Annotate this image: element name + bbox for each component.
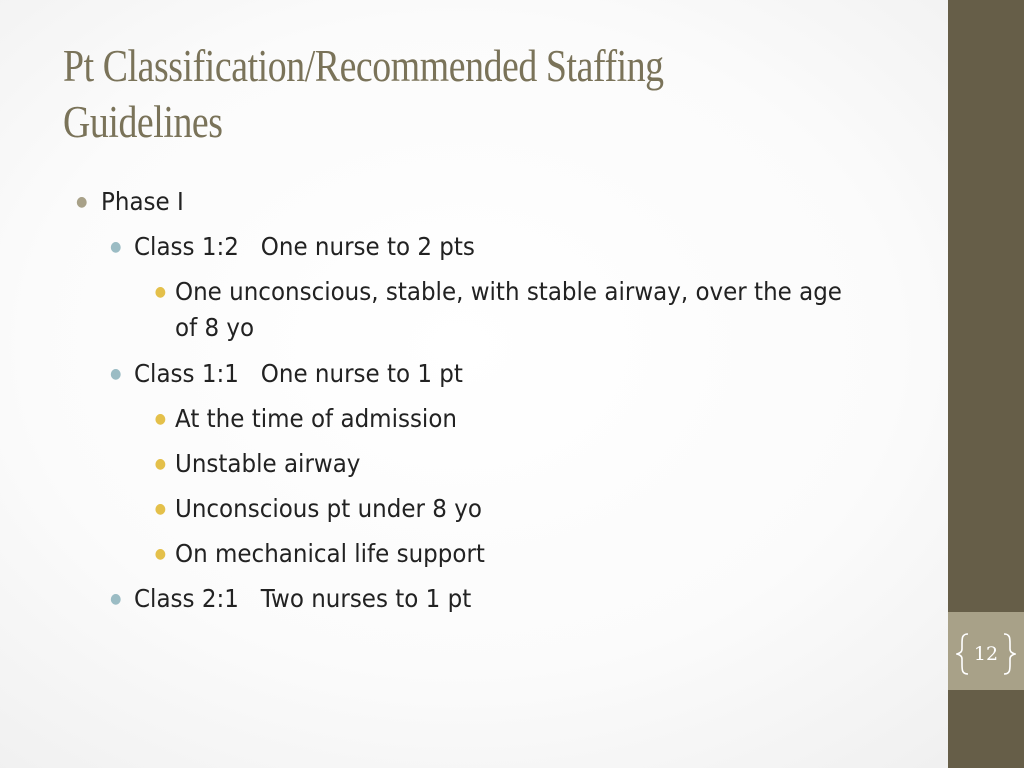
bullet-unstable-airway [154, 446, 361, 482]
bullet-dot: ● [154, 284, 167, 300]
bullet-life-support [154, 536, 485, 572]
bullet-unconscious-under-8 [154, 491, 482, 527]
slide-title: Pt Classification/Recommended Staffing Guidelines [63, 41, 664, 147]
bullet-dot: ● [110, 366, 122, 382]
bullet-class-2-1 [110, 581, 472, 617]
bullet-text: On mechanical life support [175, 539, 485, 568]
bullet-text: At the time of admission [175, 404, 457, 433]
bullet-dot: ● [110, 591, 122, 607]
bullet-dot: ● [154, 546, 167, 562]
bullet-class-1-1 [110, 356, 463, 392]
bullet-dot: ● [154, 456, 167, 472]
bullet-text: Class 1:1 One nurse to 1 pt [134, 359, 463, 388]
bullet-class-1-2-detail [154, 274, 856, 346]
bullet-admission [154, 401, 457, 437]
bullet-text: Class 1:2 One nurse to 2 pts [134, 232, 475, 261]
bullet-text: Unstable airway [175, 449, 361, 478]
page-number: 12 [973, 643, 999, 665]
bullet-class-1-2 [110, 229, 475, 265]
bullet-text: Phase I [101, 187, 184, 216]
bullet-dot: ● [110, 239, 122, 255]
bullet-dot: ● [154, 411, 167, 427]
bullet-text: Class 2:1 Two nurses to 1 pt [134, 584, 472, 613]
bullet-dot: ● [76, 194, 88, 210]
bullet-phase [76, 184, 184, 220]
bullet-text: Unconscious pt under 8 yo [175, 494, 482, 523]
bullet-text: One unconscious, stable, with stable airway, over the age of 8 yo [175, 277, 842, 342]
bullet-dot: ● [154, 501, 167, 517]
